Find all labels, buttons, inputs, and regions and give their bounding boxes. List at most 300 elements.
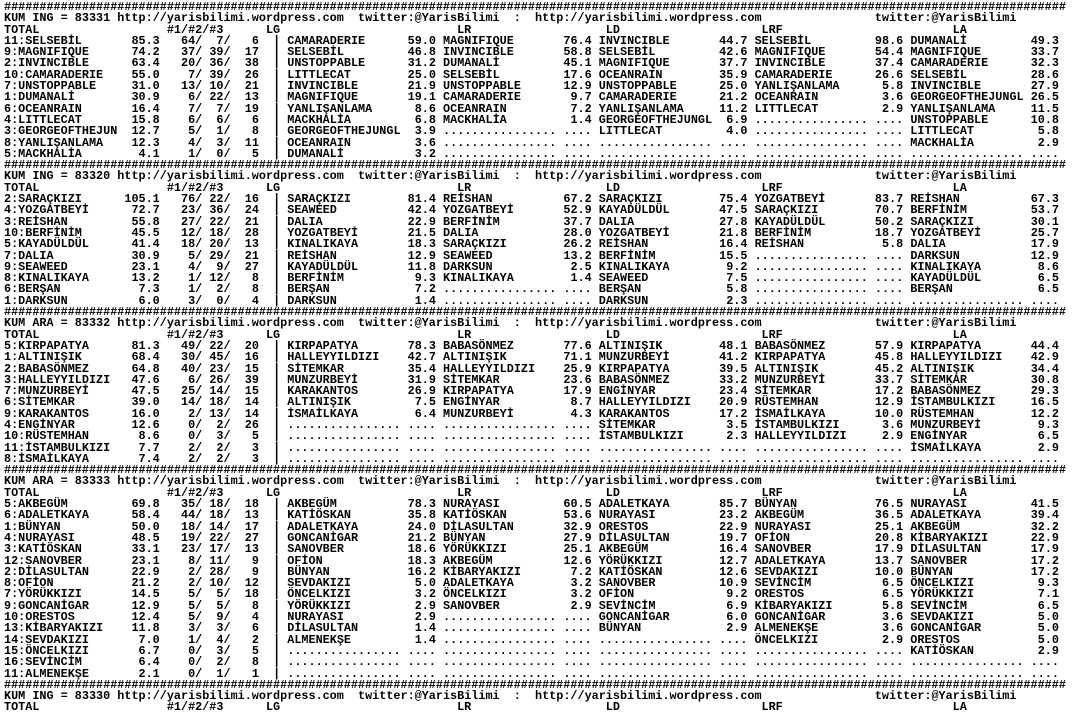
third-count: 21: [230, 214, 259, 229]
lrf-horse-name: HALLEYYILDIZI: [754, 429, 875, 444]
horse-entry: 4:ENGİNYAR: [4, 417, 118, 432]
lr-score: 9.7: [563, 90, 599, 105]
third-count: 24: [230, 203, 259, 218]
lg-score: 8.6: [407, 101, 444, 116]
lg-score: 18.3: [407, 553, 444, 568]
second-count: 2: [202, 282, 224, 297]
lr-horse-name: BERFİNİM: [443, 214, 564, 229]
total-score: 33.1: [117, 542, 160, 557]
la-horse-name: DARKSUN: [910, 248, 1031, 263]
lrf-score: 5.8: [874, 598, 911, 613]
la-horse-name: BERŞAN: [910, 282, 1031, 297]
lr-horse-name: MACKHALİA: [443, 112, 564, 127]
lrf-score: 6.5: [874, 576, 911, 591]
ld-horse-name: KIRPAPATYA: [598, 361, 720, 376]
horse-entry: 5:AKBEGÜM: [4, 497, 118, 512]
la-horse-name: MUNZURBEYİ: [910, 417, 1031, 432]
la-empty-dots: ................ ....: [910, 655, 1067, 670]
lg-score: 3.2: [407, 146, 444, 161]
ld-horse-name: DİLASULTAN: [598, 530, 720, 545]
column-divider: |: [258, 564, 288, 579]
slash: /: [223, 440, 231, 455]
column-divider: |: [258, 451, 288, 466]
third-count: 21: [230, 248, 259, 263]
horse-entry: 10:ORESTOS: [4, 610, 118, 625]
lrf-horse-name: OCEANRAIN: [754, 90, 875, 105]
lr-score: 67.2: [563, 192, 599, 207]
lrf-score: 5.8: [874, 237, 911, 252]
lr-score: 2.5: [563, 259, 599, 274]
lrf-horse-name: SELSEBİL: [754, 33, 875, 48]
slash: /: [223, 587, 231, 602]
ld-horse-name: CAMARADERIE: [598, 90, 720, 105]
column-divider: |: [258, 259, 288, 274]
lr-score: 26.2: [563, 237, 599, 252]
slash: /: [195, 530, 203, 545]
la-horse-name: DİLASULTAN: [910, 542, 1031, 557]
lr-score: 7.2: [563, 564, 599, 579]
lrf-empty-dots: ................ ....: [754, 293, 911, 308]
column-divider: |: [258, 338, 288, 353]
slash: /: [195, 417, 203, 432]
slash: /: [223, 553, 231, 568]
slash: /: [195, 564, 203, 579]
first-count: 18: [159, 237, 196, 252]
col-header-places: #1/#2/#3: [39, 22, 224, 37]
horse-entry: 10:CAMARADERIE: [4, 67, 118, 82]
slash: /: [195, 338, 203, 353]
second-count: 39: [202, 67, 224, 82]
la-score: 30.8: [1030, 372, 1067, 387]
horse-entry: 4:YOZGATBEYİ: [4, 203, 118, 218]
la-horse-name: KAYADÜLDÜL: [910, 271, 1031, 286]
total-score: 23.1: [117, 553, 160, 568]
total-score: 41.4: [117, 237, 160, 252]
lg-horse-name: KIRPAPATYA: [287, 338, 408, 353]
lrf-score: 33.7: [874, 372, 911, 387]
lrf-horse-name: BÜNYAN: [754, 497, 875, 512]
ld-score: 15.5: [719, 248, 755, 263]
slash: /: [195, 146, 203, 161]
slash: /: [195, 666, 203, 681]
lrf-empty-dots: ................ ....: [754, 248, 911, 263]
slash: /: [223, 282, 231, 297]
la-score: 6.5: [1030, 429, 1067, 444]
lr-score: 12.6: [563, 553, 599, 568]
ld-horse-name: GEORGEOFTHEJUNGL: [598, 112, 720, 127]
col-header-total: TOTAL: [4, 485, 40, 500]
la-empty-dots: ................ ....: [910, 451, 1067, 466]
ld-empty-dots: ................ ....: [598, 146, 755, 161]
slash: /: [223, 621, 231, 636]
column-divider: |: [258, 271, 288, 286]
lg-score: 26.9: [407, 384, 444, 399]
total-score: 39.0: [117, 395, 160, 410]
second-count: 7: [202, 33, 224, 48]
first-count: 5: [159, 587, 196, 602]
col-header-la: LA: [782, 180, 967, 195]
lg-score: 1.4: [407, 293, 444, 308]
lr-horse-name: NURAYASI: [443, 497, 564, 512]
ld-empty-dots: ................ ....: [598, 666, 755, 681]
second-count: 0: [202, 146, 224, 161]
ld-score: 5.8: [719, 282, 755, 297]
slash: /: [223, 361, 231, 376]
slash: /: [223, 610, 231, 625]
column-divider: |: [258, 372, 288, 387]
lr-horse-name: DUMANALİ: [443, 56, 564, 71]
lg-score: 1.4: [407, 632, 444, 647]
lrf-horse-name: KIRPAPATYA: [754, 350, 875, 365]
ld-score: 27.8: [719, 214, 755, 229]
horse-entry: 13:KİBARYAKIZI: [4, 621, 118, 636]
second-count: 20: [202, 237, 224, 252]
horse-entry: 14:SEVDAKIZI: [4, 632, 118, 647]
third-count: 18: [230, 587, 259, 602]
lr-empty-dots: ................ ....: [443, 632, 599, 647]
ld-score: 42.6: [719, 45, 755, 60]
third-count: 3: [230, 451, 259, 466]
first-count: 37: [159, 45, 196, 60]
twitter-handle: twitter:@YarisBilimi: [874, 316, 1017, 331]
la-horse-name: ÖNCELKIZI: [910, 576, 1031, 591]
total-score: 48.5: [117, 530, 160, 545]
twitter-handle: twitter:@YarisBilimi: [874, 474, 1017, 489]
slash: /: [195, 429, 203, 444]
column-divider: |: [258, 112, 288, 127]
third-count: 3: [230, 440, 259, 455]
lg-horse-name: MUNZURBEYİ: [287, 372, 408, 387]
slash: /: [195, 214, 203, 229]
first-count: 64: [159, 33, 196, 48]
col-header-la: LA: [782, 485, 967, 500]
lg-empty-dots: ................ ....: [287, 655, 444, 670]
slash: /: [223, 519, 231, 534]
ld-score: 3.5: [719, 417, 755, 432]
lr-horse-name: ALTINIŞIK: [443, 350, 564, 365]
la-horse-name: DALIA: [910, 237, 1031, 252]
lg-score: 59.0: [407, 33, 444, 48]
ld-score: 6.9: [719, 598, 755, 613]
la-score: 30.1: [1030, 214, 1067, 229]
block-title: KUM ARA = 83333: [4, 474, 111, 489]
col-header-total: TOTAL: [4, 700, 40, 712]
lr-score: 12.9: [563, 79, 599, 94]
lg-score: 5.0: [407, 576, 444, 591]
lr-empty-dots: ................ ....: [443, 440, 599, 455]
slash: /: [195, 90, 203, 105]
slash: /: [223, 508, 231, 523]
lrf-horse-name: OFİON: [754, 530, 875, 545]
lr-horse-name: KINALIKAYA: [443, 271, 564, 286]
ld-horse-name: ALTINIŞIK: [598, 338, 720, 353]
slash: /: [195, 384, 203, 399]
lrf-score: 17.2: [874, 384, 911, 399]
ld-score: 23.4: [719, 384, 755, 399]
third-count: 9: [230, 553, 259, 568]
slash: /: [195, 33, 203, 48]
lrf-horse-name: SANOVBER: [754, 542, 875, 557]
la-score: 53.7: [1030, 203, 1067, 218]
horse-entry: 11:İSTAMBULKIZI: [4, 440, 118, 455]
slash: /: [223, 146, 231, 161]
column-divider: |: [258, 203, 288, 218]
lrf-score: 2.9: [874, 101, 911, 116]
lr-empty-dots: ................ ....: [443, 146, 599, 161]
slash: /: [223, 542, 231, 557]
lr-horse-name: MUNZURBEYİ: [443, 406, 564, 421]
first-count: 2: [159, 440, 196, 455]
col-header-ld: LD: [471, 180, 620, 195]
twitter-handle: twitter:@YarisBilimi: [874, 169, 1017, 184]
la-horse-name: GEORGEOFTHEJUNGL: [910, 90, 1031, 105]
total-score: 30.9: [117, 90, 160, 105]
horse-entry: 16:SEVİNCİM: [4, 655, 118, 670]
la-horse-name: SEVİNCİM: [910, 598, 1031, 613]
la-score: 39.4: [1030, 508, 1067, 523]
lg-score: 35.4: [407, 361, 444, 376]
third-count: 6: [230, 112, 259, 127]
ld-horse-name: YANLIŞANLAMA: [598, 101, 720, 116]
second-count: 10: [202, 576, 224, 591]
third-count: 13: [230, 542, 259, 557]
horse-entry: 10:RÜSTEMHAN: [4, 429, 118, 444]
second-count: 22: [202, 214, 224, 229]
lr-score: 28.0: [563, 225, 599, 240]
horse-entry: 6:ADALETKAYA: [4, 508, 118, 523]
total-score: 16.0: [117, 406, 160, 421]
slash: /: [195, 248, 203, 263]
slash: /: [223, 112, 231, 127]
first-count: 5: [159, 124, 196, 139]
horse-entry: 8:OFİON: [4, 576, 118, 591]
lr-horse-name: HALLEYYILDIZI: [443, 361, 564, 376]
lr-horse-name: UNSTOPPABLE: [443, 79, 564, 94]
horse-entry: 7:DALIA: [4, 248, 118, 263]
lr-score: 71.1: [563, 350, 599, 365]
first-count: 5: [159, 248, 196, 263]
slash: /: [223, 214, 231, 229]
first-count: 2: [159, 406, 196, 421]
horse-entry: 3:KATİÖSKAN: [4, 542, 118, 557]
la-score: 9.3: [1030, 576, 1067, 591]
lrf-horse-name: SEVİNCİM: [754, 576, 875, 591]
ld-horse-name: BERFİNİM: [598, 248, 720, 263]
col-header-lg: LG: [223, 327, 281, 342]
la-score: 8.6: [1030, 259, 1067, 274]
slash: /: [195, 372, 203, 387]
lr-score: 53.6: [563, 508, 599, 523]
slash: /: [195, 282, 203, 297]
lg-horse-name: YANLIŞANLAMA: [287, 101, 408, 116]
lrf-score: 2.9: [874, 632, 911, 647]
lr-horse-name: DALIA: [443, 225, 564, 240]
first-count: 76: [159, 192, 196, 207]
lr-score: 25.9: [563, 361, 599, 376]
la-score: 17.2: [1030, 553, 1067, 568]
col-header-lg: LG: [223, 700, 281, 712]
horse-entry: 7:YÖRÜKKIZI: [4, 587, 118, 602]
lrf-horse-name: SARAÇKIZI: [754, 203, 875, 218]
lg-horse-name: BERŞAN: [287, 282, 408, 297]
slash: /: [223, 67, 231, 82]
column-divider: |: [258, 417, 288, 432]
second-count: 5: [202, 598, 224, 613]
la-score: 6.5: [1030, 598, 1067, 613]
la-horse-name: BERFİNİM: [910, 203, 1031, 218]
lrf-score: 37.4: [874, 56, 911, 71]
site-url: http://yarisbilimi.wordpress.com: [535, 689, 762, 704]
colon-separator: :: [499, 689, 536, 704]
second-count: 36: [202, 56, 224, 71]
third-count: 38: [230, 56, 259, 71]
col-header-ld: LD: [471, 485, 620, 500]
site-url: http://yarisbilimi.wordpress.com: [117, 316, 344, 331]
ld-horse-name: YOZGATBEYİ: [598, 225, 720, 240]
slash: /: [223, 395, 231, 410]
third-count: 26: [230, 67, 259, 82]
first-count: 40: [159, 361, 196, 376]
col-header-la: LA: [782, 22, 967, 37]
separator-hashes: ######################################################################################################################################################: [4, 677, 1066, 692]
column-divider: |: [258, 146, 288, 161]
slash: /: [195, 112, 203, 127]
column-divider: |: [258, 655, 288, 670]
lrf-horse-name: CAMARADERIE: [754, 67, 875, 82]
lg-horse-name: MAGNIFIQUE: [287, 90, 408, 105]
la-horse-name: SEVDAKIZI: [910, 610, 1031, 625]
column-divider: |: [258, 67, 288, 82]
horse-entry: 1:BÜNYAN: [4, 519, 118, 534]
col-header-places: #1/#2/#3: [39, 485, 224, 500]
lr-empty-dots: ................ ....: [443, 429, 599, 444]
total-score: 8.6: [117, 429, 160, 444]
lr-empty-dots: ................ ....: [443, 293, 599, 308]
slash: /: [223, 576, 231, 591]
ld-horse-name: BERŞAN: [598, 282, 720, 297]
lrf-score: 25.1: [874, 519, 911, 534]
ld-score: 33.2: [719, 372, 755, 387]
lg-empty-dots: ................ ....: [287, 666, 444, 681]
ld-horse-name: DARKSUN: [598, 293, 720, 308]
la-score: 5.0: [1030, 610, 1067, 625]
la-score: 67.3: [1030, 192, 1067, 207]
la-horse-name: İSTAMBULKIZI: [910, 395, 1031, 410]
ld-horse-name: SİTEMKAR: [598, 417, 720, 432]
la-score: 29.3: [1030, 384, 1067, 399]
first-count: 3: [159, 293, 196, 308]
colon-separator: :: [499, 169, 536, 184]
lg-score: 6.8: [407, 112, 444, 127]
site-url: http://yarisbilimi.wordpress.com: [535, 11, 762, 26]
ld-score: 10.9: [719, 576, 755, 591]
lg-horse-name: SANOVBER: [287, 542, 408, 557]
slash: /: [195, 519, 203, 534]
col-header-lg: LG: [223, 22, 281, 37]
ld-score: 20.9: [719, 395, 755, 410]
third-count: 14: [230, 406, 259, 421]
lg-horse-name: YOZGATBEYİ: [287, 225, 408, 240]
lg-score: 6.4: [407, 406, 444, 421]
lg-score: 21.2: [407, 530, 444, 545]
lg-horse-name: GONCANİGAR: [287, 530, 408, 545]
slash: /: [223, 530, 231, 545]
slash: /: [195, 56, 203, 71]
ld-horse-name: KARAKANTOS: [598, 406, 720, 421]
third-count: 4: [230, 610, 259, 625]
first-count: 7: [159, 101, 196, 116]
lr-empty-dots: ................ ....: [443, 610, 599, 625]
horse-entry: 3:REİSHAN: [4, 214, 118, 229]
lg-horse-name: ALTINIŞIK: [287, 395, 408, 410]
lg-empty-dots: ................ ....: [287, 643, 444, 658]
column-divider: |: [258, 248, 288, 263]
total-score: 12.6: [117, 417, 160, 432]
slash: /: [195, 643, 203, 658]
slash: /: [195, 45, 203, 60]
ld-horse-name: HALLEYYILDIZI: [598, 395, 720, 410]
la-horse-name: SARAÇKIZI: [910, 214, 1031, 229]
column-divider: |: [258, 643, 288, 658]
second-count: 22: [202, 530, 224, 545]
la-score: 41.5: [1030, 497, 1067, 512]
la-horse-name: YOZGATBEYİ: [910, 225, 1031, 240]
lr-horse-name: SANOVBER: [443, 598, 564, 613]
lr-horse-name: BÜNYAN: [443, 530, 564, 545]
la-score: 5.8: [1030, 124, 1067, 139]
lrf-score: 76.5: [874, 497, 911, 512]
lr-horse-name: BABASÖNMEZ: [443, 338, 564, 353]
lg-horse-name: KATİÖSKAN: [287, 508, 408, 523]
horse-entry: 9:SEAWEED: [4, 259, 118, 274]
slash: /: [195, 542, 203, 557]
lr-score: 23.6: [563, 372, 599, 387]
ld-score: 17.2: [719, 406, 755, 421]
ld-horse-name: NURAYASI: [598, 508, 720, 523]
lr-score: 1.4: [563, 112, 599, 127]
total-score: 14.5: [117, 587, 160, 602]
third-count: 17: [230, 519, 259, 534]
lrf-empty-dots: ................ ....: [754, 451, 911, 466]
column-divider: |: [258, 542, 288, 557]
lg-horse-name: SİTEMKAR: [287, 361, 408, 376]
ld-horse-name: OCEANRAIN: [598, 67, 720, 82]
lr-horse-name: ADALETKAYA: [443, 576, 564, 591]
block-title: KUM ING = 83331: [4, 11, 111, 26]
col-header-ld: LD: [471, 327, 620, 342]
block-title: KUM ING = 83320: [4, 169, 111, 184]
la-horse-name: ADALETKAYA: [910, 508, 1031, 523]
ld-empty-dots: ................ ....: [598, 643, 755, 658]
lrf-score: 3.6: [874, 417, 911, 432]
first-count: 1: [159, 632, 196, 647]
third-count: 5: [230, 146, 259, 161]
lg-horse-name: CAMARADERIE: [287, 33, 408, 48]
third-count: 8: [230, 282, 259, 297]
horse-entry: 3:HALLEYYILDIZI: [4, 372, 118, 387]
column-divider: |: [258, 237, 288, 252]
first-count: 49: [159, 338, 196, 353]
lg-horse-name: REİSHAN: [287, 248, 408, 263]
ld-horse-name: KINALIKAYA: [598, 259, 720, 274]
la-horse-name: NURAYASI: [910, 497, 1031, 512]
first-count: 0: [159, 643, 196, 658]
first-count: 14: [159, 395, 196, 410]
slash: /: [195, 610, 203, 625]
ld-score: 41.2: [719, 350, 755, 365]
ld-score: 9.2: [719, 259, 755, 274]
third-count: 8: [230, 598, 259, 613]
